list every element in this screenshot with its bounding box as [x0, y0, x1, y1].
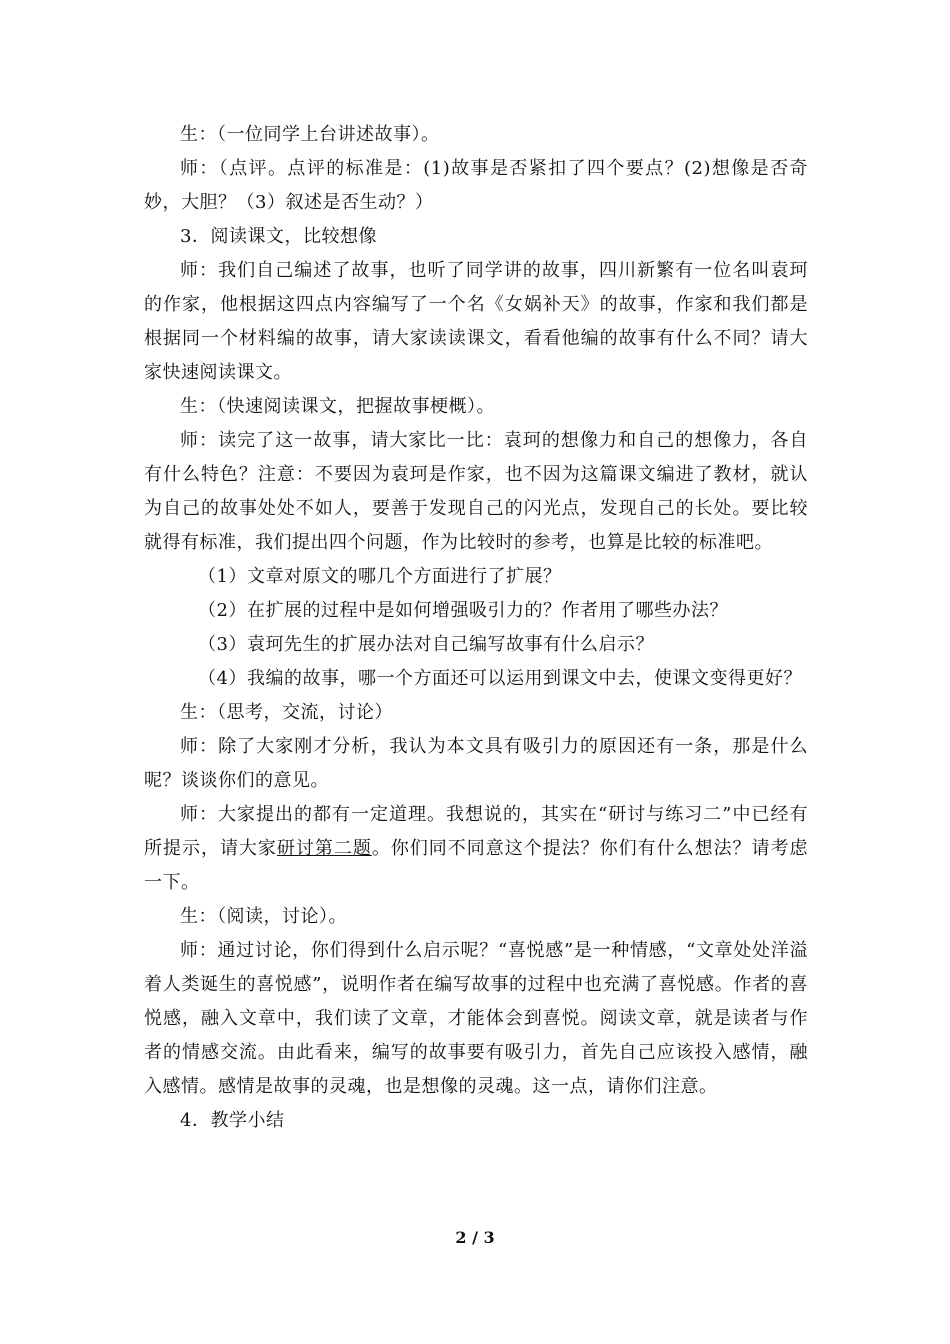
document-body: [144, 0, 808, 1138]
question-item: （1）文章对原文的哪几个方面进行了扩展？: [198, 566, 562, 587]
exercise-link[interactable]: 研讨第二题: [276, 838, 372, 859]
section-heading: 4．教学小结: [180, 1110, 285, 1131]
paragraph: 师：我们自己编述了故事，也听了同学讲的故事，四川新繁有一位名叫袁珂的作家，他根据这四点内容编写了一个名《女娲补天》的故事，作家和我们都是根据同一个材料编的故事，请大家读读课文，看看他编的故事有什么不同？请大家快速阅读课文。: [144, 260, 808, 383]
paragraph: 生：（思考，交流，讨论）: [180, 702, 393, 723]
paragraph-text: 。你们同不同意这个提法？你们有什么想法？请考虑一下。: [144, 838, 809, 893]
paragraph: 师：通过讨论，你们得到什么启示呢？“喜悦感”是一种情感，“文章处处洋溢着人类诞生的喜悦感”，说明作者在编写故事的过程中也充满了喜悦感。作者的喜悦感，融入文章中，我们读了文章，才能体会到喜悦。阅读文章，就是读者与作者的情感交流。由此看来，编写的故事要有吸引力，首先自己应该投入感情，融入感情。感情是故事的灵魂，也是想像的灵魂。这一点，请你们注意。: [144, 940, 808, 1097]
paragraph: 师：除了大家刚才分析，我认为本文具有吸引力的原因还有一条，那是什么呢？谈谈你们的意见。: [144, 736, 808, 791]
question-item: （2）在扩展的过程中是如何增强吸引力的？作者用了哪些办法？: [198, 600, 728, 621]
page-number: 2 / 3: [455, 1228, 495, 1247]
document-page: [144, 0, 808, 1138]
question-item: （4）我编的故事，哪一个方面还可以运用到课文中去，使课文变得更好？: [198, 668, 802, 689]
paragraph: 生：（一位同学上台讲述故事）。: [180, 124, 440, 145]
question-item: （3）袁珂先生的扩展办法对自己编写故事有什么启示？: [198, 634, 654, 655]
paragraph-text: 师：大家提出的都有一定道理。我想说的，其实在“研讨与练习二”中已经有所提示，请大家: [144, 804, 808, 859]
paragraph: 生：（阅读，讨论）。: [180, 906, 347, 927]
section-heading: 3．阅读课文，比较想像: [180, 226, 377, 247]
paragraph: [144, 798, 808, 900]
paragraph: 生：（快速阅读课文，把握故事梗概）。: [180, 396, 495, 417]
paragraph: 师：（点评。点评的标准是：(1)故事是否紧扣了四个要点？(2)想像是否奇妙，大胆？（3）叙述是否生动？）: [144, 158, 808, 213]
paragraph: 师：读完了这一故事，请大家比一比：袁珂的想像力和自己的想像力，各自有什么特色？注意：不要因为袁珂是作家，也不因为这篇课文编进了教材，就认为自己的故事处处不如人，要善于发现自己的闪光点，发现自己的长处。要比较就得有标准，我们提出四个问题，作为比较时的参考，也算是比较的标准吧。: [144, 430, 808, 553]
